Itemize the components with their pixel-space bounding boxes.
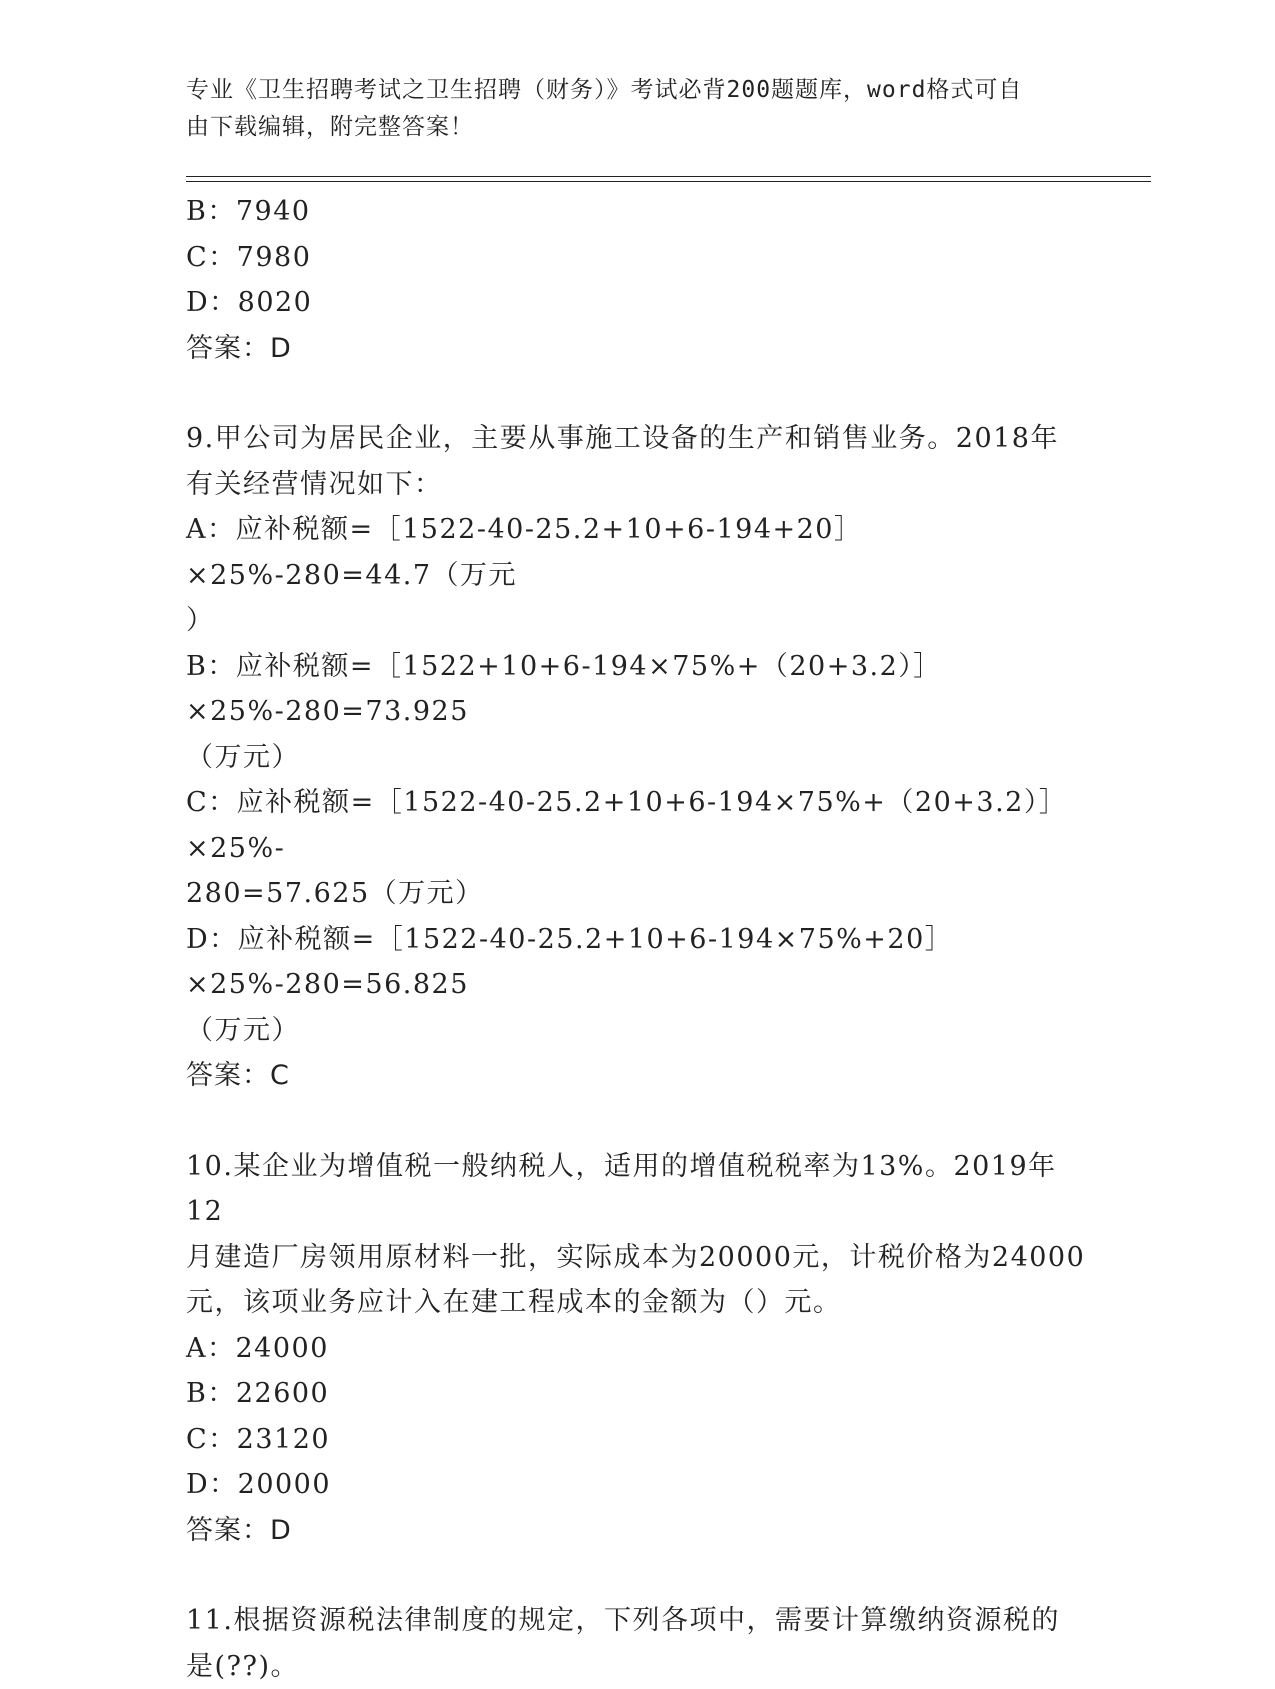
question-10 <box>186 1144 1086 1554</box>
q9-option-c-line-2: 280=57.625（万元） <box>186 871 1086 917</box>
q10-stem-line-1: 10.某企业为增值税一般纳税人，适用的增值税税率为13%。2019年12 <box>186 1144 1086 1235</box>
header-rule-bottom <box>186 181 1151 182</box>
spacer <box>186 371 1086 416</box>
prev-answer: 答案：D <box>186 326 1086 372</box>
prev-question-block <box>186 189 1086 371</box>
q9-stem-line-1: 9.甲公司为居民企业，主要从事施工设备的生产和销售业务。2018年 <box>186 416 1086 462</box>
question-11 <box>186 1598 1086 1689</box>
q9-option-a-line-2: ） <box>186 598 1086 644</box>
header-line-1: 专业《卫生招聘考试之卫生招聘（财务）》考试必背200题题库，word格式可自 <box>186 72 1076 109</box>
header-line-2: 由下载编辑，附完整答案！ <box>186 109 1076 146</box>
q9-stem-line-2: 有关经营情况如下： <box>186 462 1086 508</box>
prev-option-c: C：7980 <box>186 235 1086 281</box>
prev-option-d: D：8020 <box>186 280 1086 326</box>
q9-option-a-line-1: A：应补税额=［1522-40-25.2+10+6-194+20］×25%-280=44.7（万元 <box>186 507 1086 598</box>
q10-answer: 答案：D <box>186 1508 1086 1554</box>
document-body <box>186 189 1086 1689</box>
q10-stem-line-3: 元，该项业务应计入在建工程成本的金额为（）元。 <box>186 1280 1086 1326</box>
document-header <box>186 72 1076 146</box>
q10-option-a: A：24000 <box>186 1326 1086 1372</box>
q11-stem-line-1: 11.根据资源税法律制度的规定，下列各项中，需要计算缴纳资源税的 <box>186 1598 1086 1644</box>
q9-option-d-line-1: D：应补税额=［1522-40-25.2+10+6-194×75%+20］×25%-280=56.825 <box>186 917 1086 1008</box>
q9-option-b-line-2: （万元） <box>186 735 1086 781</box>
question-9 <box>186 416 1086 1099</box>
q10-option-c: C：23120 <box>186 1417 1086 1463</box>
q10-option-b: B：22600 <box>186 1371 1086 1417</box>
spacer <box>186 1099 1086 1144</box>
q9-option-d-line-2: （万元） <box>186 1008 1086 1054</box>
q10-option-d: D：20000 <box>186 1462 1086 1508</box>
q9-answer: 答案：C <box>186 1053 1086 1099</box>
q9-option-c-line-1: C：应补税额=［1522-40-25.2+10+6-194×75%+（20+3.2）］×25%- <box>186 780 1086 871</box>
q9-option-b-line-1: B：应补税额=［1522+10+6-194×75%+（20+3.2）］×25%-280=73.925 <box>186 644 1086 735</box>
q11-stem-line-2: 是(??)。 <box>186 1644 1086 1689</box>
header-rule-top <box>186 176 1151 177</box>
spacer <box>186 1553 1086 1598</box>
q10-stem-line-2: 月建造厂房领用原材料一批，实际成本为20000元，计税价格为24000 <box>186 1235 1086 1281</box>
prev-option-b: B：7940 <box>186 189 1086 235</box>
